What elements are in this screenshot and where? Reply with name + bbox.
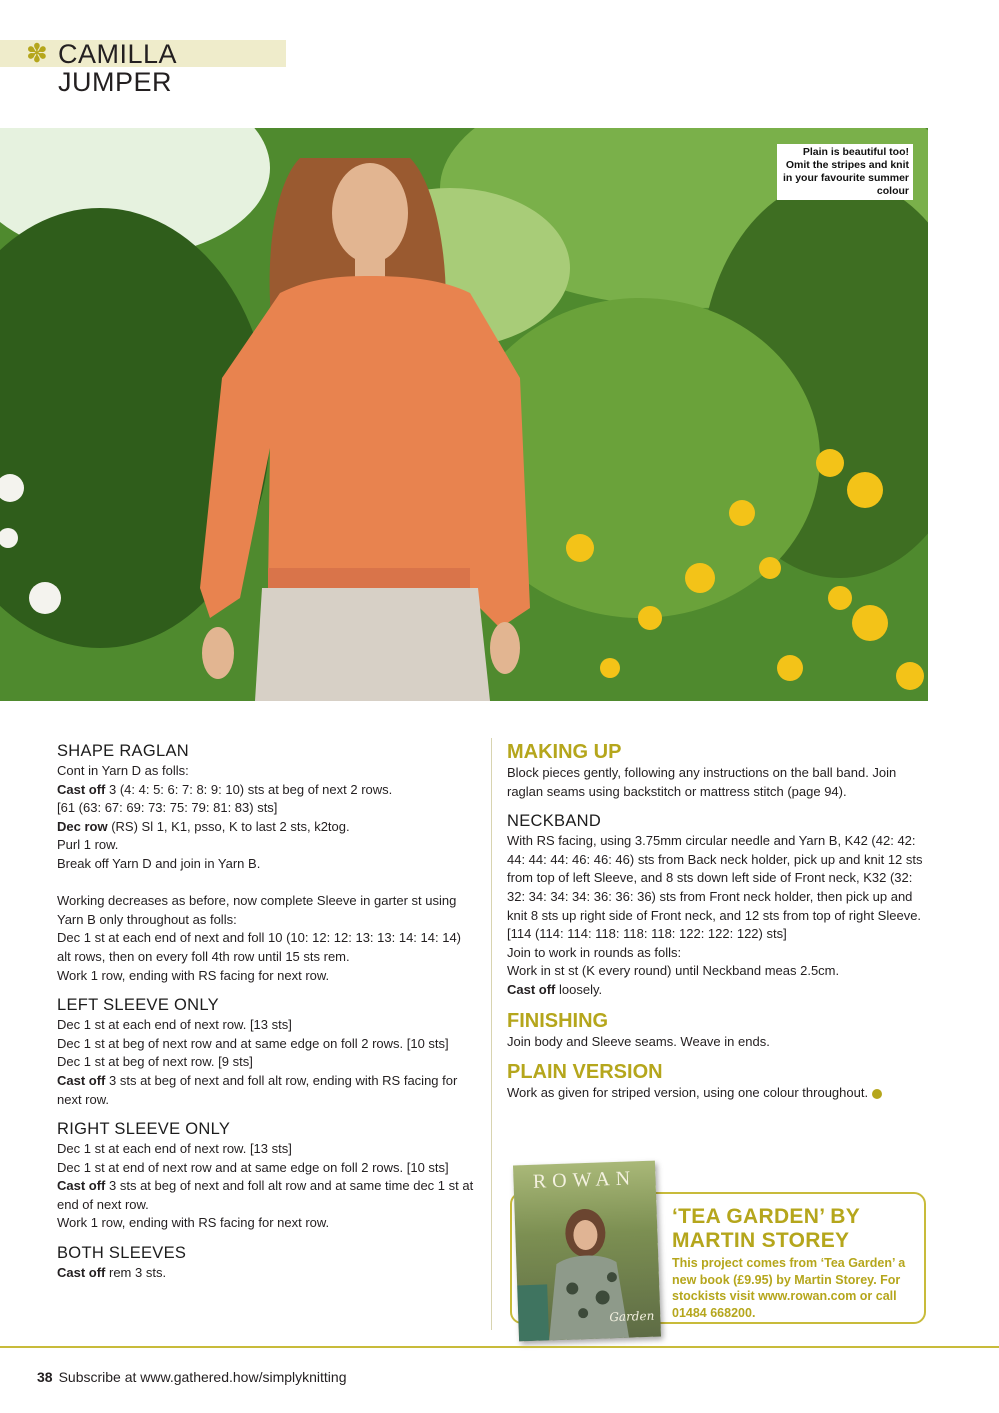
instruction-line: Work in st st (K every round) until Neckband meas 2.5cm.	[507, 963, 840, 979]
instruction-line: Work 1 row, ending with RS facing for next row.	[57, 1215, 330, 1231]
instruction-line: Dec 1 st at end of next row and at same edge on foll 2 rows. [10 sts]	[57, 1159, 449, 1175]
instruction-line: Block pieces gently, following any instructions on the ball band. Join raglan seams using backstitch or mattress stitch (page 94).	[507, 765, 897, 799]
bold-term: Dec row	[57, 818, 108, 834]
instruction-line: Dec 1 st at each end of next row. [13 sts]	[57, 1141, 292, 1157]
photo-caption: Plain is beautiful too! Omit the stripes and knit in your favourite summer colour	[777, 144, 913, 200]
instruction-text: rem 3 sts.	[105, 1265, 167, 1281]
instruction-line: Cont in Yarn D as folls:	[57, 763, 189, 778]
instruction-line: Work 1 row, ending with RS facing for next row.	[57, 967, 330, 983]
column-divider	[491, 738, 492, 1330]
instruction-line	[57, 1177, 477, 1214]
instruction-line: Dec 1 st at beg of next row and at same edge on foll 2 rows. [10 sts]	[57, 1035, 449, 1051]
heading-finishing: FINISHING	[507, 1009, 609, 1032]
book-cover	[513, 1161, 661, 1342]
instruction-text: loosely.	[555, 981, 603, 997]
instruction-line: Purl 1 row.	[57, 837, 119, 853]
instruction-line	[57, 1072, 477, 1109]
instruction-line: Dec 1 st at each end of next row. [13 sts]	[57, 1017, 292, 1033]
bold-term: Cast off	[57, 1265, 106, 1281]
promo-title: ‘TEA GARDEN’ BY MARTIN STOREY	[672, 1205, 860, 1252]
instruction-line: Join to work in rounds as folls:	[507, 944, 682, 960]
bold-term: Cast off	[507, 981, 556, 997]
page-title: CAMILLA JUMPER	[58, 39, 176, 97]
footer-divider	[0, 1346, 999, 1348]
instruction-line	[507, 1084, 927, 1103]
instruction-text: Work as given for striped version, using one colour throughout.	[507, 1085, 869, 1101]
bold-term: Cast off	[57, 1178, 106, 1194]
heading-shape-raglan: SHAPE RAGLAN	[57, 742, 189, 760]
page-footer	[37, 1369, 347, 1385]
book-brand: ROWAN	[532, 1167, 637, 1193]
instruction-line	[507, 981, 927, 1000]
instruction-line: Break off Yarn D and join in Yarn B.	[57, 855, 261, 871]
heading-making-up: MAKING UP	[507, 741, 622, 763]
right-column	[507, 740, 927, 1103]
subscribe-link[interactable]: Subscribe at www.gathered.how/simplyknitting	[58, 1369, 347, 1385]
promo-text: This project comes from ‘Tea Garden’ a new book (£9.95) by Martin Storey. For stockists visit www.rowan.com or call 01484 668200.	[672, 1256, 906, 1320]
instruction-line	[57, 1264, 477, 1283]
instruction-text: 3 (4: 4: 5: 6: 7: 8: 9: 10) sts at beg of next 2 rows.	[105, 781, 393, 797]
end-mark-icon	[872, 1089, 882, 1099]
instruction-line: [114 (114: 114: 118: 118: 118: 122: 122: 122) sts]	[507, 926, 787, 942]
bold-term: Cast off	[57, 1072, 106, 1088]
instruction-text: 3 sts at beg of next and foll alt row and at same time dec 1 st at end of next row.	[57, 1178, 474, 1212]
page-header	[0, 38, 286, 97]
heading-right-sleeve: RIGHT SLEEVE ONLY	[57, 1120, 231, 1139]
instruction-line: Working decreases as before, now complete Sleeve in garter st using Yarn B only throughout as folls:	[57, 893, 457, 927]
bold-term: Cast off	[57, 781, 106, 797]
instruction-line: Dec 1 st at beg of next row. [9 sts]	[57, 1054, 253, 1070]
instruction-text: 3 sts at beg of next and foll alt row, ending with RS facing for next row.	[57, 1072, 458, 1107]
heading-neckband: NECKBAND	[507, 812, 602, 831]
flower-icon: ✽	[26, 38, 48, 68]
page-number: 38	[37, 1369, 53, 1385]
instruction-line: Dec 1 st at each end of next and foll 10 (10: 12: 12: 13: 13: 14: 14: 14) alt rows, then on every foll 4th row until 15 sts rem.	[57, 930, 461, 964]
instruction-text: (RS) Sl 1, K1, psso, K to last 2 sts, k2tog.	[107, 818, 350, 834]
instruction-line	[57, 781, 477, 800]
instruction-line	[57, 818, 477, 837]
heading-both-sleeves: BOTH SLEEVES	[57, 1244, 187, 1263]
book-script-title: Garden	[609, 1308, 655, 1325]
instruction-line: [61 (63: 67: 69: 73: 75: 79: 81: 83) sts]	[57, 800, 278, 816]
heading-left-sleeve: LEFT SLEEVE ONLY	[57, 996, 219, 1015]
left-column	[57, 740, 477, 1283]
instruction-line: Join body and Sleeve seams. Weave in ends.	[507, 1033, 770, 1049]
instruction-line: With RS facing, using 3.75mm circular needle and Yarn B, K42 (42: 42: 44: 44: 44: 46: 46: 46) sts from Back neck holder, pick up and knit 12 sts from top of left Sleeve, and 8 sts down left side of Front neck, K32 (32: 32: 34: 34: 34: 36: 36: 36) sts from Front neck holder, then pick up and knit 8 sts up right side of Front neck, and 12 sts from top of right Sleeve.	[507, 833, 923, 923]
heading-plain-version: PLAIN VERSION	[507, 1061, 663, 1084]
hero-photo	[0, 128, 928, 701]
